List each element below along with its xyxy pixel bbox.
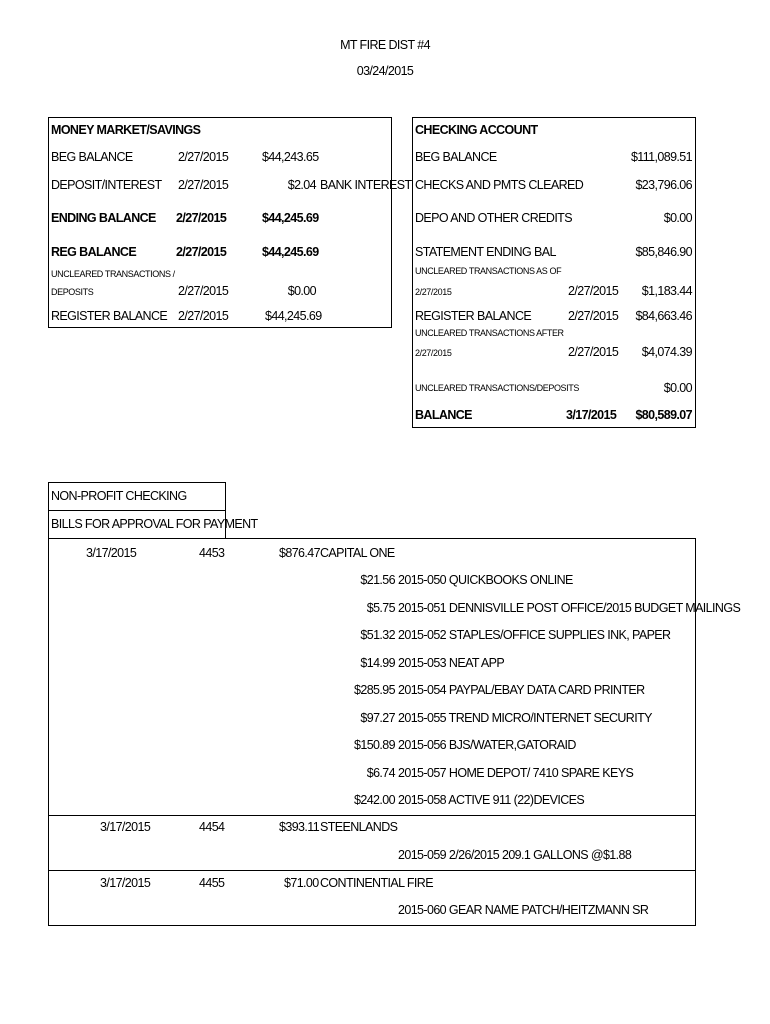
checking-heading: CHECKING ACCOUNT xyxy=(415,123,538,137)
payment-4453-amount: $876.47 xyxy=(279,546,320,560)
ck-balance-date: 3/17/2015 xyxy=(566,408,617,422)
payment-4454-payee: STEENLANDS xyxy=(320,820,398,834)
mm-reg-balance-label: REG BALANCE xyxy=(51,245,137,259)
ck-depo-credits-label: DEPO AND OTHER CREDITS xyxy=(415,211,572,225)
item-057-amount: $6.74 xyxy=(366,766,395,780)
ck-uncleared-deposits-amount: $0.00 xyxy=(663,381,692,395)
ck-uncleared-asof-label-line1: UNCLEARED TRANSACTIONS AS OF xyxy=(415,266,562,276)
mm-uncleared-label-line2: DEPOSITS xyxy=(51,287,94,297)
ck-statement-ending-label: STATEMENT ENDING BAL xyxy=(415,245,556,259)
nonprofit-heading: NON-PROFIT CHECKING xyxy=(51,489,187,503)
payments-table xyxy=(48,538,696,926)
ck-uncleared-after-amount: $4,074.39 xyxy=(641,345,692,359)
item-053-desc: 2015-053 NEAT APP xyxy=(398,656,505,670)
ck-uncleared-asof-date: 2/27/2015 xyxy=(568,284,619,298)
payment-4454-check: 4454 xyxy=(199,820,225,834)
mm-beg-balance-label: BEG BALANCE xyxy=(51,150,133,164)
item-056-desc: 2015-056 BJS/WATER,GATORAID xyxy=(398,738,576,752)
mm-ending-balance-amount: $44,245.69 xyxy=(262,211,319,225)
mm-reg-balance-date: 2/27/2015 xyxy=(176,245,227,259)
item-050-desc: 2015-050 QUICKBOOKS ONLINE xyxy=(398,573,573,587)
payments-divider-1 xyxy=(48,815,696,816)
item-052-amount: $51.32 xyxy=(360,628,395,642)
ck-register-balance-amount: $84,663.46 xyxy=(635,309,692,323)
document-title: MT FIRE DIST #4 xyxy=(340,38,430,52)
item-058-amount: $242.00 xyxy=(354,793,395,807)
money-market-heading: MONEY MARKET/SAVINGS xyxy=(51,123,201,137)
payment-4453-payee: CAPITAL ONE xyxy=(320,546,395,560)
payment-4453-check: 4453 xyxy=(199,546,225,560)
ck-checks-cleared-amount: $23,796.06 xyxy=(635,178,692,192)
mm-deposit-amount: $2.04 xyxy=(287,178,316,192)
item-054-amount: $285.95 xyxy=(354,683,395,697)
item-059-desc: 2015-059 2/26/2015 209.1 GALLONS @$1.88 xyxy=(398,848,632,862)
item-055-desc: 2015-055 TREND MICRO/INTERNET SECURITY xyxy=(398,711,652,725)
mm-ending-balance-label: ENDING BALANCE xyxy=(51,211,156,225)
payment-4455-check: 4455 xyxy=(199,876,225,890)
ck-balance-label: BALANCE xyxy=(415,408,472,422)
payments-divider-2 xyxy=(48,870,696,871)
mm-ending-balance-date: 2/27/2015 xyxy=(176,211,227,225)
ck-uncleared-asof-amount: $1,183.44 xyxy=(641,284,692,298)
item-051-desc: 2015-051 DENNISVILLE POST OFFICE/2015 BUDGET MAILINGS xyxy=(398,601,741,615)
item-055-amount: $97.27 xyxy=(360,711,395,725)
payment-4454-amount: $393.11 xyxy=(279,820,320,834)
mm-beg-balance-amount: $44,243.65 xyxy=(262,150,319,164)
payment-4455-payee: CONTINENTIAL FIRE xyxy=(320,876,433,890)
mm-uncleared-date: 2/27/2015 xyxy=(178,284,229,298)
mm-beg-balance-date: 2/27/2015 xyxy=(178,150,229,164)
payment-4454-date: 3/17/2015 xyxy=(100,820,151,834)
item-058-desc: 2015-058 ACTIVE 911 (22)DEVICES xyxy=(398,793,585,807)
ck-register-balance-label: REGISTER BALANCE xyxy=(415,309,532,323)
ck-register-balance-date: 2/27/2015 xyxy=(568,309,619,323)
mm-deposit-date: 2/27/2015 xyxy=(178,178,229,192)
item-057-desc: 2015-057 HOME DEPOT/ 7410 SPARE KEYS xyxy=(398,766,634,780)
item-056-amount: $150.89 xyxy=(354,738,395,752)
mm-register-balance-amount: $44,245.69 xyxy=(265,309,322,323)
item-054-desc: 2015-054 PAYPAL/EBAY DATA CARD PRINTER xyxy=(398,683,645,697)
mm-reg-balance-amount: $44,245.69 xyxy=(262,245,319,259)
ck-uncleared-after-label-line1: UNCLEARED TRANSACTIONS AFTER xyxy=(415,328,564,338)
document-date: 03/24/2015 xyxy=(356,64,414,78)
mm-deposit-note: BANK INTEREST xyxy=(320,178,412,192)
ck-uncleared-after-label-line2: 2/27/2015 xyxy=(415,348,452,358)
ck-beg-balance-label: BEG BALANCE xyxy=(415,150,497,164)
item-050-amount: $21.56 xyxy=(360,573,395,587)
mm-register-balance-label: REGISTER BALANCE xyxy=(51,309,168,323)
item-060-desc: 2015-060 GEAR NAME PATCH/HEITZMANN SR xyxy=(398,903,649,917)
ck-uncleared-asof-label-line2: 2/27/2015 xyxy=(415,287,452,297)
payment-4453-date: 3/17/2015 xyxy=(86,546,137,560)
payment-4455-date: 3/17/2015 xyxy=(100,876,151,890)
ck-balance-amount: $80,589.07 xyxy=(635,408,692,422)
ck-uncleared-deposits-label: UNCLEARED TRANSACTIONS/DEPOSITS xyxy=(415,383,579,393)
ck-statement-ending-amount: $85,846.90 xyxy=(635,245,692,259)
item-051-amount: $5.75 xyxy=(366,601,395,615)
item-053-amount: $14.99 xyxy=(360,656,395,670)
ck-depo-credits-amount: $0.00 xyxy=(663,211,692,225)
mm-uncleared-label-line1: UNCLEARED TRANSACTIONS / xyxy=(51,269,175,279)
mm-register-balance-date: 2/27/2015 xyxy=(178,309,229,323)
mm-deposit-label: DEPOSIT/INTEREST xyxy=(51,178,162,192)
ck-checks-cleared-label: CHECKS AND PMTS CLEARED xyxy=(415,178,584,192)
item-052-desc: 2015-052 STAPLES/OFFICE SUPPLIES INK, PAPER xyxy=(398,628,671,642)
mm-uncleared-amount: $0.00 xyxy=(287,284,316,298)
nonprofit-subheading: BILLS FOR APPROVAL FOR PAYMENT xyxy=(51,517,258,531)
ck-uncleared-after-date: 2/27/2015 xyxy=(568,345,619,359)
payment-4455-amount: $71.00 xyxy=(284,876,319,890)
ck-beg-balance-amount: $111,089.51 xyxy=(630,150,692,164)
